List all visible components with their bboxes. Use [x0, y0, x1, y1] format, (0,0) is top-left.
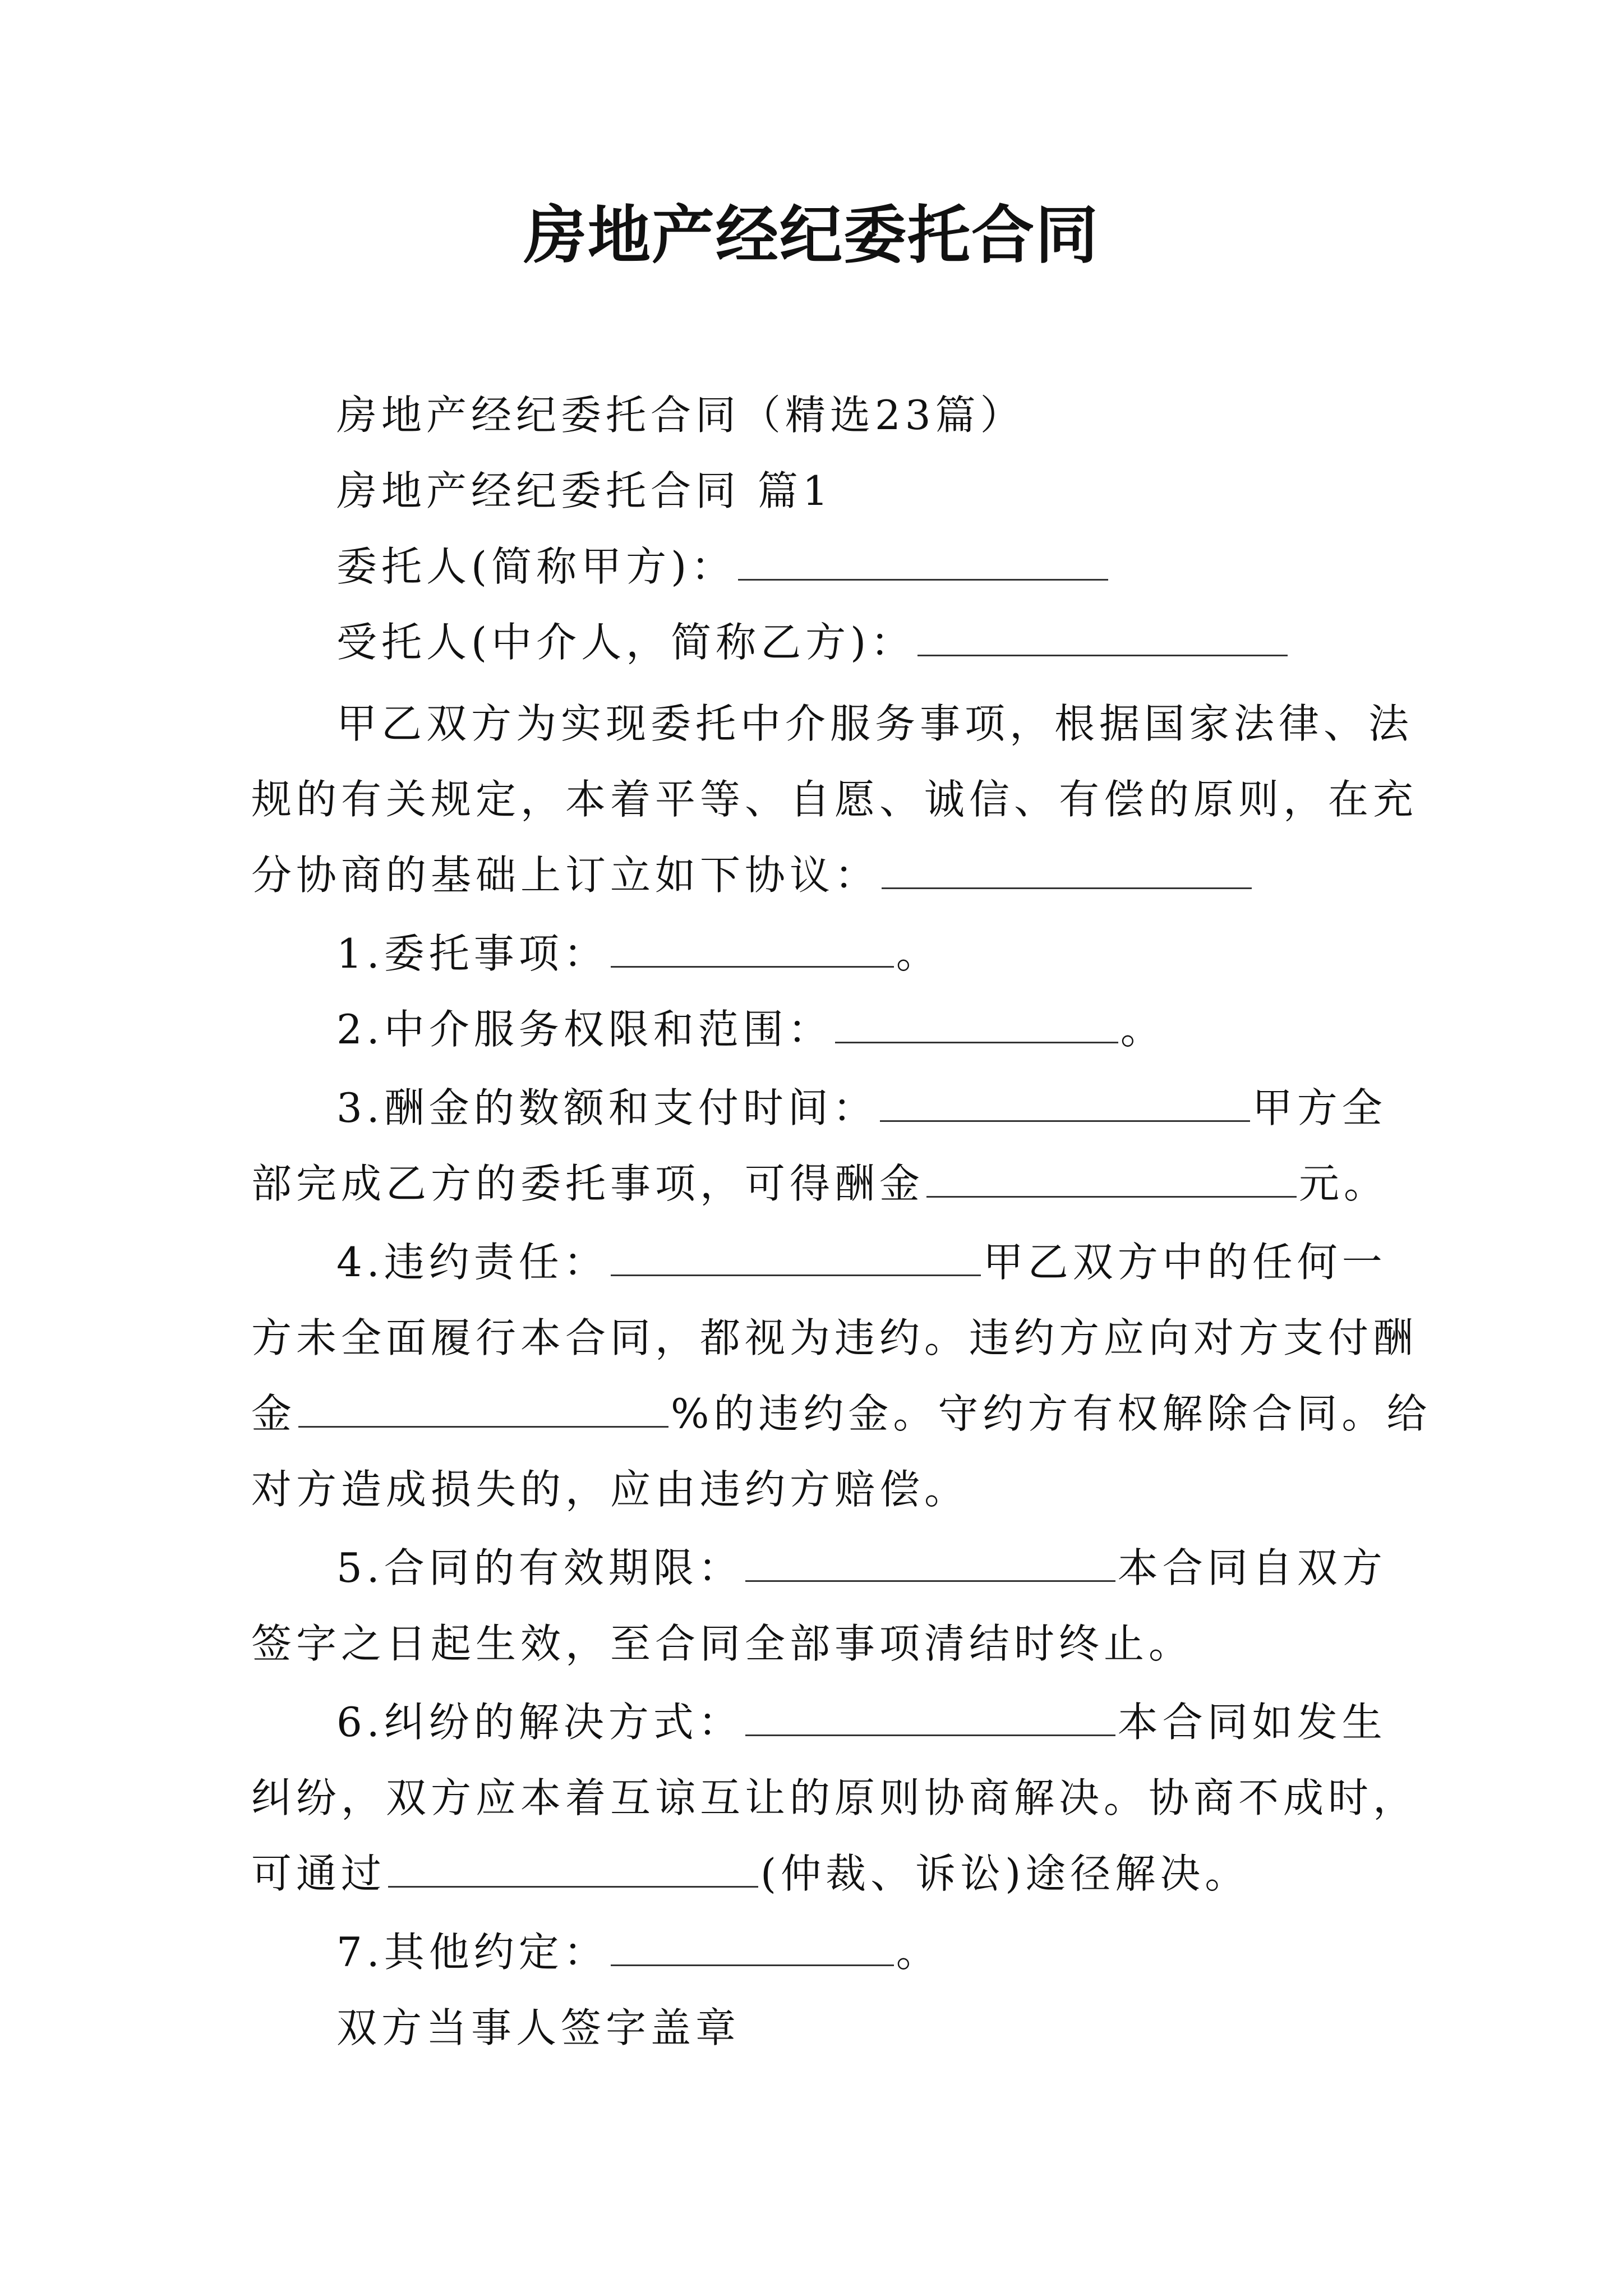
- clause-2: [336, 1001, 1165, 1057]
- document-title: 房地产经纪委托合同: [524, 199, 1099, 272]
- clause-3-blank: [880, 1084, 1250, 1122]
- clause-4-line-1: [336, 1234, 1387, 1290]
- clause-3-line-1: [336, 1080, 1387, 1136]
- clause-4-label: 4.违约责任：: [336, 1239, 608, 1286]
- clause-4-blank: [611, 1239, 981, 1276]
- intro-line-1: 甲乙双方为实现委托中介服务事项，根据国家法律、法: [336, 700, 1414, 747]
- clause-4-line-3: [251, 1386, 1431, 1442]
- clause-6-line-2: 纠纷，双方应本着互谅互让的原则协商解决。协商不成时，: [251, 1774, 1418, 1821]
- clause-5-line-1: [336, 1540, 1387, 1596]
- clause-5-line-2: 签字之日起生效，至合同全部事项清结时终止。: [251, 1620, 1194, 1667]
- client-blank: [738, 543, 1108, 581]
- clause-1-tail: 。: [896, 930, 941, 977]
- signature-line: 双方当事人签字盖章: [336, 2004, 741, 2051]
- clause-6-line-3-a: 可通过: [251, 1850, 386, 1897]
- clause-6-blank: [745, 1699, 1115, 1736]
- section-heading: 房地产经纪委托合同 篇1: [336, 467, 833, 514]
- clause-3-amount-blank: [926, 1160, 1297, 1198]
- intro-blank: [882, 852, 1252, 889]
- clause-2-tail: 。: [1120, 1006, 1165, 1053]
- clause-3-label: 3.酬金的数额和支付时间：: [336, 1084, 878, 1131]
- clause-7-blank: [611, 1929, 894, 1966]
- intro-line-2: 规的有关规定，本着平等、自愿、诚信、有偿的原则，在充: [251, 776, 1418, 823]
- agent-line: [336, 614, 1290, 670]
- clause-3-line-2-b: 元。: [1299, 1160, 1389, 1207]
- clause-1-label: 1.委托事项：: [336, 930, 608, 977]
- clause-5-blank: [745, 1544, 1115, 1582]
- clause-5-after: 本合同自双方: [1117, 1544, 1387, 1591]
- clause-2-blank: [835, 1006, 1118, 1043]
- clause-6-line-1: [336, 1694, 1387, 1750]
- clause-6-method-blank: [388, 1850, 758, 1888]
- clause-4-line-3-b: %的违约金。守约方有权解除合同。给: [671, 1390, 1432, 1437]
- clause-7-tail: 。: [896, 1929, 941, 1976]
- clause-7-label: 7.其他约定：: [336, 1929, 608, 1976]
- clause-6-after: 本合同如发生: [1117, 1699, 1387, 1746]
- intro-line-3-text: 分协商的基础上订立如下协议：: [251, 852, 880, 899]
- clause-2-label: 2.中介服务权限和范围：: [336, 1006, 833, 1053]
- clause-6-line-3-b: (仲裁、诉讼)途径解决。: [760, 1850, 1250, 1897]
- agent-blank: [917, 619, 1288, 656]
- clause-4-line-3-a: 金: [251, 1390, 297, 1437]
- clause-1: [336, 926, 941, 982]
- client-line: [336, 539, 1110, 595]
- clause-4-percent-blank: [298, 1390, 668, 1428]
- clause-6-line-3: [251, 1846, 1249, 1902]
- clause-6-label: 6.纠纷的解决方式：: [336, 1699, 743, 1746]
- clause-3-line-2-a: 部完成乙方的委托事项，可得酬金: [251, 1160, 925, 1207]
- clause-3-line-2: [251, 1156, 1389, 1212]
- client-label: 委托人(简称甲方)：: [336, 543, 736, 590]
- clause-4-line-2: 方未全面履行本合同，都视为违约。违约方应向对方支付酬: [251, 1314, 1418, 1361]
- clause-3-after: 甲方全: [1252, 1084, 1387, 1131]
- clause-4-line-4: 对方造成损失的，应由违约方赔偿。: [251, 1466, 970, 1513]
- clause-1-blank: [611, 930, 894, 968]
- clause-7: [336, 1924, 941, 1980]
- intro-line-3: [251, 847, 1254, 903]
- clause-5-label: 5.合同的有效期限：: [336, 1544, 743, 1591]
- subtitle: 房地产经纪委托合同（精选23篇）: [336, 392, 1025, 439]
- clause-4-after: 甲乙双方中的任何一: [983, 1239, 1387, 1286]
- agent-label: 受托人(中介人，简称乙方)：: [336, 619, 916, 666]
